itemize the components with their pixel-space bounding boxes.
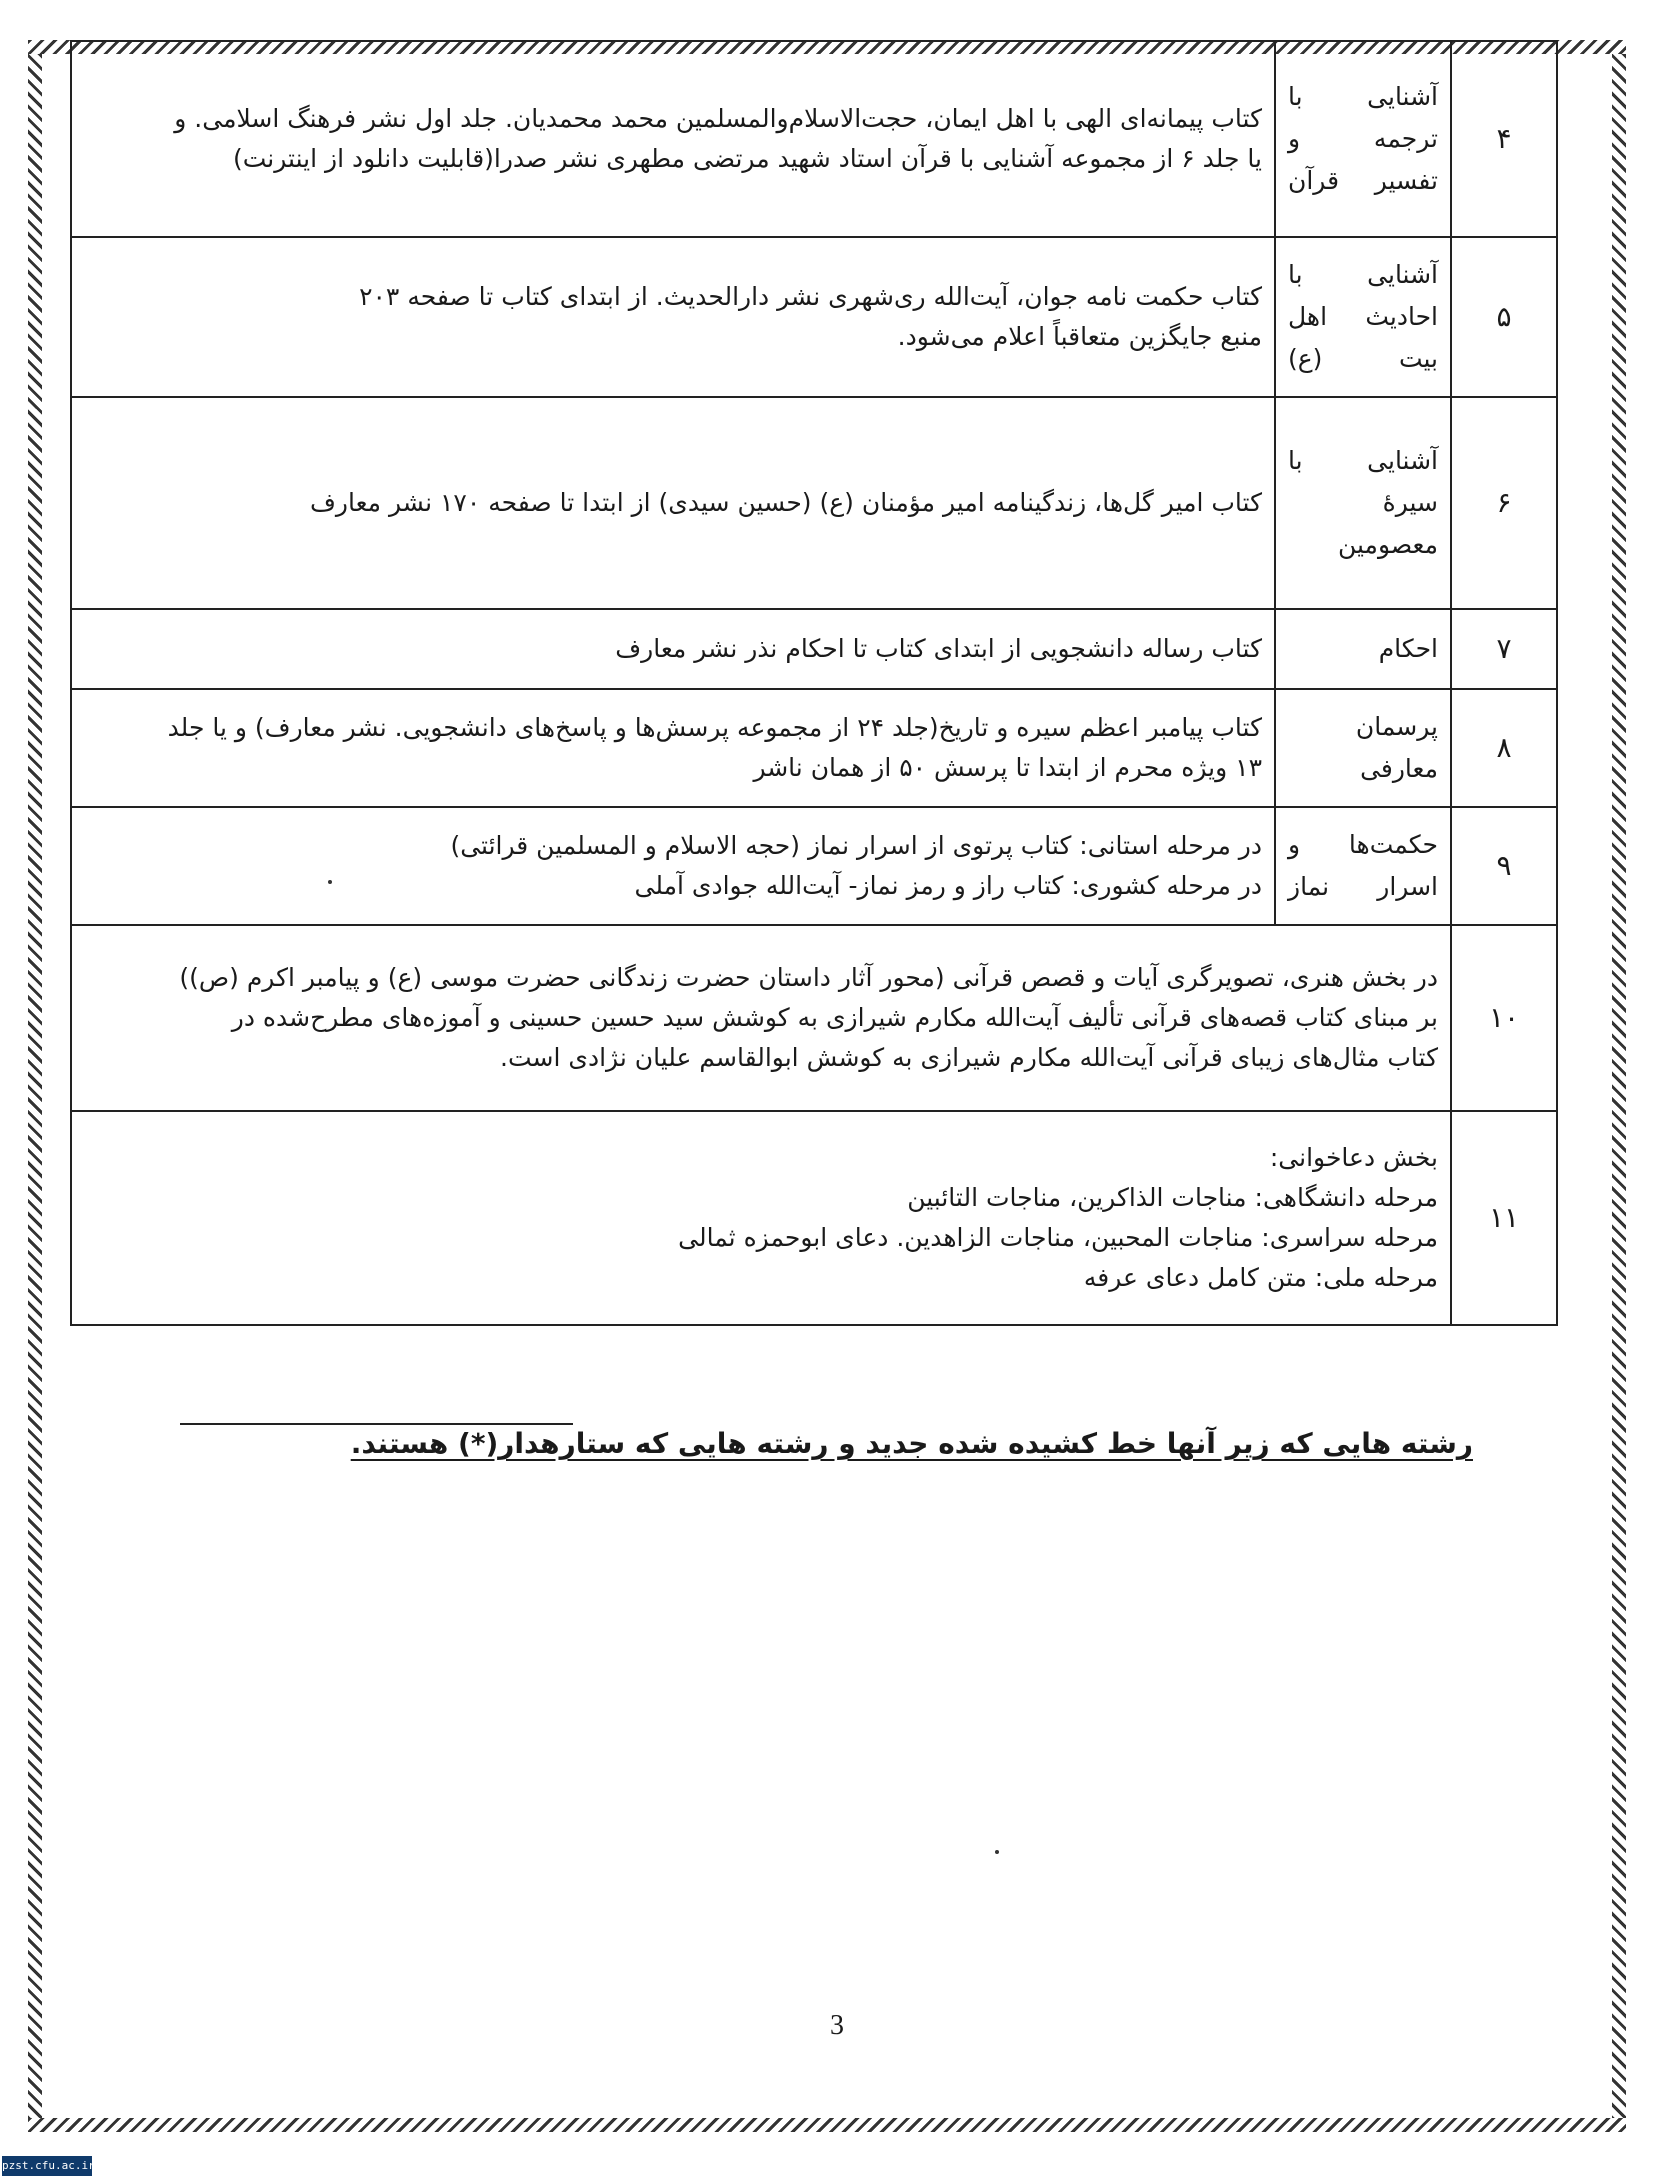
description-line: منبع جایگزین متعاقباً اعلام می‌شود. (897, 322, 1262, 351)
subject-line: حکمت‌ها و (1288, 830, 1438, 859)
scan-speck (995, 1850, 999, 1854)
description-line: بر مبنای کتاب قصه‌های قرآنی تألیف آیت‌الله مکارم شیرازی به کوشش سید حسین حسینی و آموزه‌های مطرح‌شده در (231, 1003, 1438, 1032)
description-line: در مرحله کشوری: کتاب راز و رمز نماز- آیت‌الله جوادی آملی (634, 871, 1262, 900)
watermark-url: pzst.cfu.ac.ir (2, 2156, 92, 2176)
table-row (71, 41, 1557, 237)
row-description (71, 925, 1451, 1111)
subject-line: احکام (1378, 634, 1438, 663)
row-number: ۱۰ (1451, 925, 1557, 1111)
table-row (71, 807, 1557, 925)
description-line: مرحله دانشگاهی: مناجات الذاکرین، مناجات التائبین (907, 1183, 1438, 1212)
description-line: کتاب رساله دانشجویی از ابتدای کتاب تا احکام نذر نشر معارف (615, 634, 1262, 663)
row-subject (1275, 397, 1451, 609)
table-row (71, 237, 1557, 397)
table-row (71, 689, 1557, 807)
scan-speck (328, 880, 332, 884)
row-description (71, 41, 1275, 237)
description-line: کتاب امیر گل‌ها، زندگینامه امیر مؤمنان (ع) (حسین سیدی) از ابتدا تا صفحه ۱۷۰ نشر معارف (309, 488, 1262, 517)
subject-line: احادیث اهل (1288, 302, 1438, 331)
subject-line: آشنایی با (1288, 82, 1438, 111)
row-description (71, 397, 1275, 609)
subject-line: تفسیر قرآن (1288, 166, 1438, 195)
row-description (71, 1111, 1451, 1325)
subject-line: اسرار نماز (1288, 872, 1438, 901)
subject-line: پرسمان (1355, 712, 1438, 741)
description-line: در بخش هنری، تصویرگری آیات و قصص قرآنی (محور آثار داستان حضرت زندگانی حضرت موسی (ع) و پیامبر اکرم (ص)) (179, 963, 1438, 992)
description-line: کتاب پیمانه‌ای الهی با اهل ایمان، حجت‌الاسلام‌والمسلمین محمد محمدیان. جلد اول نشر فرهنگ اسلامی. و (174, 104, 1262, 133)
row-subject (1275, 689, 1451, 807)
description-line: مرحله سراسری: مناجات المحبین، مناجات الزاهدین. دعای ابوحمزه ثمالی (678, 1223, 1438, 1252)
row-description (71, 609, 1275, 689)
row-number: ۹ (1451, 807, 1557, 925)
description-line: کتاب پیامبر اعظم سیره و تاریخ(جلد ۲۴ از مجموعه پرسش‌ها و پاسخ‌های دانشجویی. نشر معارف) و یا جلد (167, 713, 1262, 742)
description-line: بخش دعاخوانی: (1269, 1143, 1438, 1172)
row-number: ۱۱ (1451, 1111, 1557, 1325)
description-line: یا جلد ۶ از مجموعه آشنایی با قرآن استاد شهید مرتضی مطهری نشر صدرا(قابلیت دانلود از اینترنت) (233, 144, 1262, 173)
row-number: ۶ (1451, 397, 1557, 609)
subject-line: بیت (ع) (1288, 344, 1438, 373)
subject-line: معصومین (1337, 530, 1438, 559)
row-description (71, 689, 1275, 807)
row-subject (1275, 41, 1451, 237)
subject-line: سیرۀ (1382, 488, 1438, 517)
subject-line: معارفی (1360, 754, 1438, 783)
row-subject (1275, 807, 1451, 925)
page-number: 3 (830, 2010, 844, 2041)
table-row (71, 397, 1557, 609)
description-line: ۱۳ ویژه محرم از ابتدا تا پرسش ۵۰ از همان ناشر (753, 753, 1262, 782)
table-row (71, 925, 1557, 1111)
curriculum-table (70, 40, 1558, 1326)
footnote-text: رشته هایی که زیر آنها خط کشیده شده جدید و رشته هایی که ستارهدار(*) هستند. (350, 1427, 1473, 1460)
row-number: ۴ (1451, 41, 1557, 237)
row-number: ۸ (1451, 689, 1557, 807)
description-line: در مرحله استانی: کتاب پرتوی از اسرار نماز (حجه الاسلام و المسلمین قرائتی) (450, 831, 1262, 860)
subject-line: آشنایی با (1288, 446, 1438, 475)
row-subject (1275, 609, 1451, 689)
table-row (71, 609, 1557, 689)
table-row (71, 1111, 1557, 1325)
row-description (71, 237, 1275, 397)
subject-line: آشنایی با (1288, 260, 1438, 289)
description-line: کتاب حکمت نامه جوان، آیت‌الله ری‌شهری نشر دارالحدیث. از ابتدای کتاب تا صفحه ۲۰۳ (359, 282, 1262, 311)
subject-line: ترجمه و (1288, 124, 1438, 153)
row-number: ۵ (1451, 237, 1557, 397)
description-line: کتاب مثال‌های زیبای قرآنی آیت‌الله مکارم شیرازی به کوشش ابوالقاسم علیان نژادی است. (500, 1043, 1438, 1072)
row-description (71, 807, 1275, 925)
description-line: مرحله ملی: متن کامل دعای عرفه (1083, 1263, 1438, 1292)
row-subject (1275, 237, 1451, 397)
row-number: ۷ (1451, 609, 1557, 689)
